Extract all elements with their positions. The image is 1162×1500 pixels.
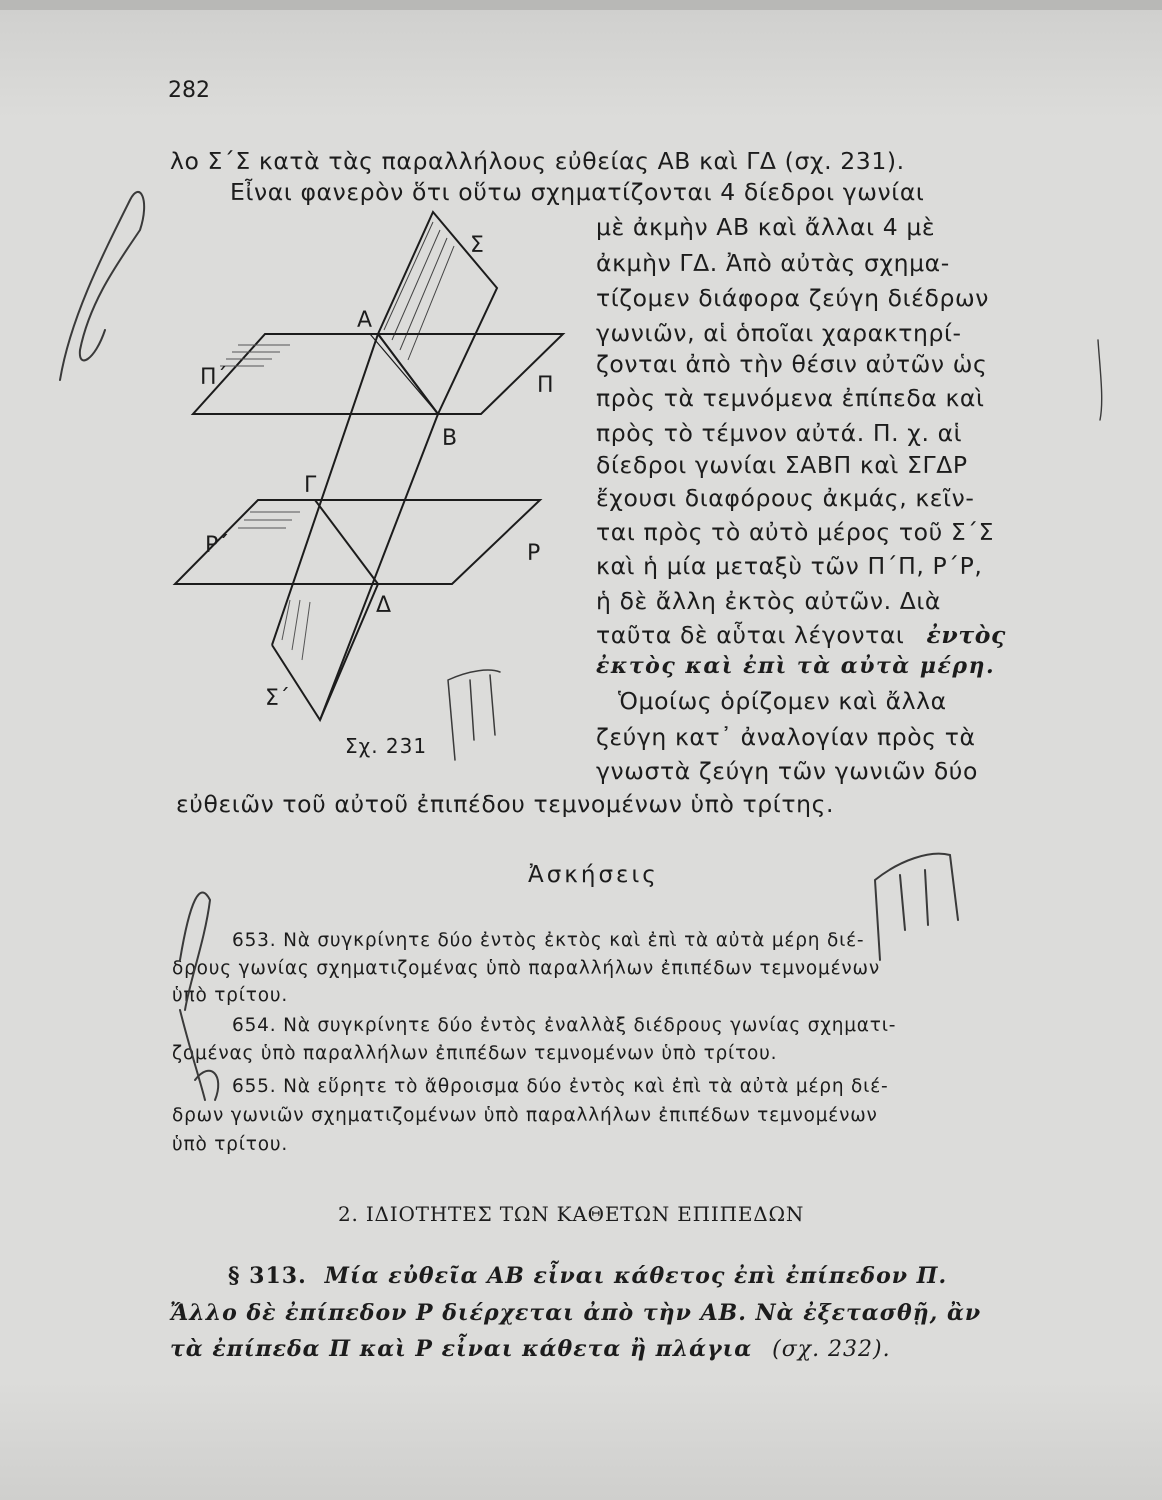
body-line: ἔχουσι διαφόρους ἀκμάς, κεῖν- (596, 484, 975, 512)
label-gamma: Γ (304, 473, 317, 498)
theorem-text: Μία εὐθεῖα ΑΒ εἶναι κάθετος ἐπὶ ἐπίπεδον Π. (324, 1263, 948, 1289)
exercise-line: ὑπὸ τρίτου. (172, 1134, 289, 1155)
label-sigma-prime: Σ΄ (265, 686, 290, 711)
body-line: γωνιῶν, αἱ ὁποῖαι χαρακτηρί- (596, 319, 962, 347)
section-heading: 2. ΙΔΙΟΤΗΤΕΣ ΤΩΝ ΚΑΘΕΤΩΝ ΕΠΙΠΕΔΩΝ (338, 1202, 805, 1226)
body-line: ἀκμὴν ΓΔ. Ἀπὸ αὐτὰς σχημα- (596, 249, 950, 277)
body-line: πρὸς τὸ τέμνον αὐτά. Π. χ. αἱ (596, 419, 963, 447)
body-line: δίεδροι γωνίαι ΣΑΒΠ καὶ ΣΓΔΡ (596, 451, 968, 479)
exercise-line: δρους γωνίας σχηματιζομένας ὑπὸ παραλλήλων ἐπιπέδων τεμνομένων (172, 958, 880, 979)
theorem-text: Ἄλλο δὲ ἐπίπεδον Ρ διέρχεται ἀπὸ τὴν ΑΒ. Νὰ ἐξετασθῇ, ἂν (170, 1300, 982, 1326)
theorem-text: τὰ ἐπίπεδα Π καὶ Ρ εἶναι κάθετα ἢ πλάγια (170, 1336, 753, 1362)
body-line: λο Σ΄Σ κατὰ τὰς παραλλήλους εὐθείας ΑΒ καὶ ΓΔ (σχ. 231). (170, 147, 905, 175)
label-B: Β (442, 426, 458, 451)
body-line: πρὸς τὰ τεμνόμενα ἐπίπεδα καὶ (596, 384, 985, 412)
body-line: εὐθειῶν τοῦ αὐτοῦ ἐπιπέδου τεμνομένων ὑπὸ τρίτης. (176, 790, 835, 818)
label-rho-prime: Ρ΄ (205, 533, 230, 558)
body-line: ται πρὸς τὸ αὐτὸ μέρος τοῦ Σ΄Σ (596, 518, 995, 546)
label-rho: Ρ (527, 541, 541, 566)
body-line: Ὁμοίως ὁρίζομεν καὶ ἄλλα (618, 687, 947, 715)
body-line: Εἶναι φανερὸν ὅτι οὕτω σχηματίζονται 4 δίεδροι γωνίαι (230, 178, 925, 206)
figure-caption: Σχ. 231 (345, 734, 428, 758)
label-sigma: Σ (470, 233, 484, 258)
term-highlight: ἐκτὸς καὶ ἐπὶ τὰ αὐτὰ μέρη. (596, 653, 996, 679)
exercise-line: ζομένας ὑπὸ παραλλήλων ἐπιπέδων τεμνομένων ὑπὸ τρίτου. (172, 1043, 778, 1064)
theorem-reference: (σχ. 232). (772, 1337, 891, 1362)
exercise-line: δρων γωνιῶν σχηματιζομένων ὑπὸ παραλλήλων ἐπιπέδων τεμνομένων (172, 1105, 878, 1126)
body-line: ζονται ἀπὸ τὴν θέσιν αὐτῶν ὡς (596, 350, 988, 378)
label-A: Α (357, 308, 373, 333)
paragraph-number: § 313. (228, 1263, 307, 1289)
exercise-line: 654. Νὰ συγκρίνητε δύο ἐντὸς ἐναλλὰξ διέδρους γωνίας σχηματι- (232, 1015, 897, 1036)
page-number: 282 (168, 78, 210, 103)
label-pi-prime: Π΄ (200, 365, 228, 390)
body-line: ζεύγη κατ᾽ ἀναλογίαν πρὸς τὰ (596, 723, 976, 751)
label-pi: Π (537, 373, 554, 398)
body-line: τίζομεν διάφορα ζεύγη διέδρων (596, 284, 989, 312)
body-line: ταῦτα δὲ αὗται λέγονται (596, 621, 905, 649)
exercise-line: 653. Νὰ συγκρίνητε δύο ἐντὸς ἐκτὸς καὶ ἐπὶ τὰ αὐτὰ μέρη διέ- (232, 930, 865, 951)
exercises-heading: Ἀσκήσεις (528, 862, 659, 888)
label-delta: Δ (376, 593, 392, 618)
body-line: γνωστὰ ζεύγη τῶν γωνιῶν δύο (596, 757, 978, 785)
body-line: μὲ ἀκμὴν ΑΒ καὶ ἄλλαι 4 μὲ (596, 213, 936, 241)
exercise-line: ὑπὸ τρίτου. (172, 985, 289, 1006)
term-highlight: ἐντὸς (926, 621, 1006, 649)
body-line: καὶ ἡ μία μεταξὺ τῶν Π΄Π, Ρ΄Ρ, (596, 552, 983, 580)
exercise-line: 655. Νὰ εὕρητε τὸ ἄθροισμα δύο ἐντὸς καὶ ἐπὶ τὰ αὐτὰ μέρη διέ- (232, 1076, 889, 1097)
body-line: ἡ δὲ ἄλλη ἐκτὸς αὐτῶν. Διὰ (596, 587, 942, 615)
